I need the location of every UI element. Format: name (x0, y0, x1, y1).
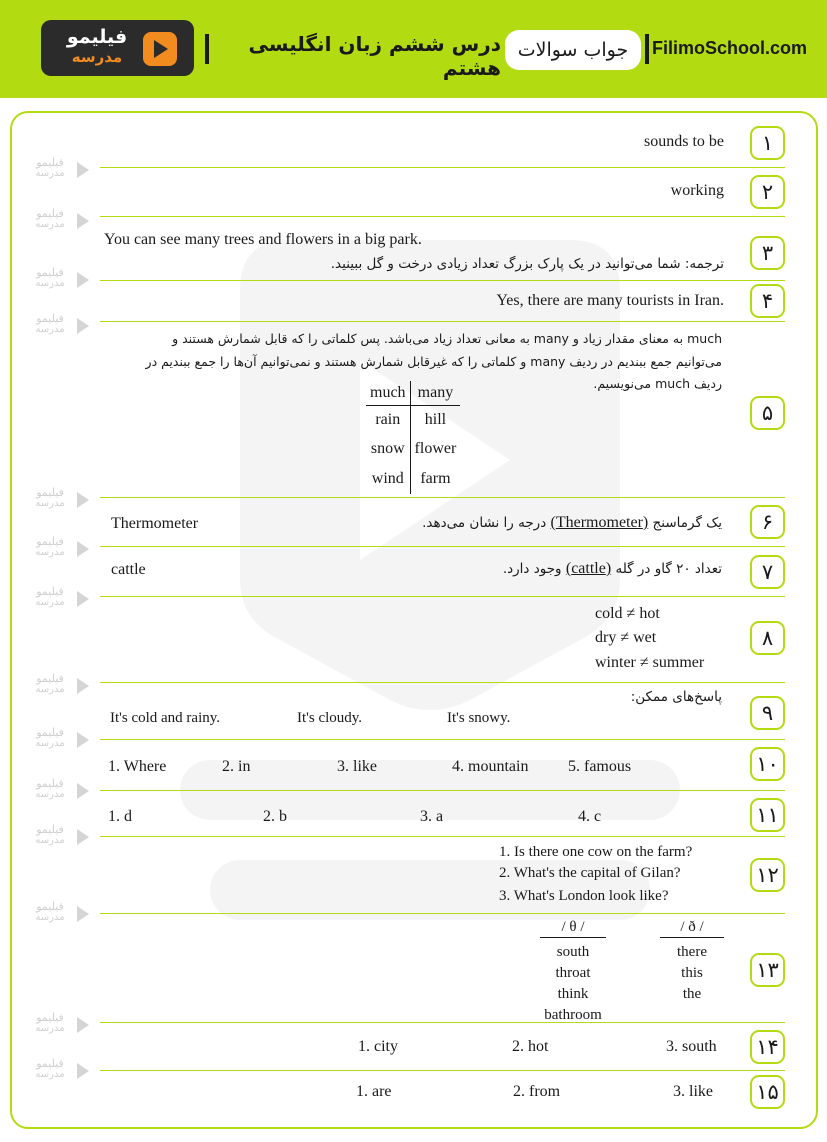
filimo-school-logo[interactable] (41, 20, 194, 76)
side-watermark: فیلیمو مدرسه (24, 488, 96, 512)
question-number-15: ۱۵ (750, 1075, 785, 1109)
answer-2: working (670, 182, 724, 199)
question-number-10: ۱۰ (750, 747, 785, 781)
side-watermark: فیلیمو مدرسه (24, 728, 96, 752)
possible-answer: It's cloudy. (297, 710, 363, 726)
side-watermark: فیلیمو مدرسه (24, 537, 96, 561)
question-number-2: ۲ (750, 175, 785, 209)
answer-1: sounds to be (644, 133, 724, 150)
blank-answer: 4. mountain (452, 758, 529, 775)
logo-line1: فیلیمو (66, 26, 128, 48)
question-number-13: ۱۳ (750, 953, 785, 987)
row-divider (100, 546, 785, 547)
matching-answer: 4. c (578, 808, 602, 825)
question-number-7: ۷ (750, 555, 785, 589)
side-watermark: فیلیمو مدرسه (24, 314, 96, 338)
answer-7: cattle (111, 561, 146, 578)
header-bar (0, 0, 827, 98)
answer-15-item: 3. like (673, 1083, 713, 1100)
answer-7-sentence: تعداد ۲۰ گاو در گله (cattle) وجود دارد. (502, 560, 722, 577)
table-cell: flower (414, 440, 457, 458)
answer-5-line3: ردیف much می‌نویسیم. (593, 376, 722, 391)
site-url[interactable]: FilimoSchool.com (652, 38, 808, 58)
matching-answer: 1. d (108, 808, 132, 825)
side-watermark: فیلیمو مدرسه (24, 209, 96, 233)
eth-column (660, 917, 724, 1005)
logo-line2: مدرسه (71, 48, 123, 66)
question-sentence: 3. What's London look like? (499, 888, 669, 904)
question-number-12: ۱۲ (750, 858, 785, 892)
row-divider (100, 216, 785, 217)
answer-4: Yes, there are many tourists in Iran. (496, 292, 724, 309)
theta-header: / θ / (540, 917, 606, 938)
theta-word: south (556, 944, 590, 960)
row-divider (100, 321, 785, 322)
theta-word: bathroom (544, 1007, 602, 1023)
side-watermark: فیلیمو مدرسه (24, 1013, 96, 1037)
question-number-3: ۳ (750, 236, 785, 270)
question-number-5: ۵ (750, 396, 785, 430)
question-number-4: ۴ (750, 284, 785, 318)
row-divider (100, 836, 785, 837)
blank-answer: 1. Where (108, 758, 167, 775)
side-watermark: فیلیمو مدرسه (24, 779, 96, 803)
blank-answer: 3. like (337, 758, 377, 775)
header-divider (205, 34, 209, 64)
question-number-11: ۱۱ (750, 798, 785, 832)
answer-5-line2: می‌توانیم جمع ببندیم در ردیف many و کلماتی را که غیرقابل شمارش هستند و نمی‌توانیم آن‌ها را جمع ببندیم در (145, 354, 722, 369)
blank-answer: 2. in (222, 758, 251, 775)
table-cell: farm (420, 469, 451, 487)
question-number-14: ۱۴ (750, 1030, 785, 1064)
answer-3-sentence: You can see many trees and flowers in a big park. (104, 231, 422, 248)
possible-answer: It's snowy. (447, 710, 511, 726)
eth-word: there (677, 944, 707, 960)
table-cell: rain (366, 405, 410, 435)
theta-column (540, 917, 606, 1026)
question-sentence: 1. Is there one cow on the farm? (499, 844, 693, 860)
table-cell: wind (366, 464, 410, 494)
table-cell: snow (366, 435, 410, 465)
side-watermark: فیلیمو مدرسه (24, 158, 96, 182)
answer-15-item: 1. are (356, 1083, 392, 1100)
row-divider (100, 596, 785, 597)
side-watermark: فیلیمو مدرسه (24, 825, 96, 849)
play-icon (143, 32, 177, 66)
possible-answers-label: پاسخ‌های ممکن: (630, 689, 722, 705)
possible-answer: It's cold and rainy. (110, 710, 221, 726)
antonym-line: dry ≠ wet (595, 629, 657, 646)
side-watermark: فیلیمو مدرسه (24, 1059, 96, 1083)
answer-6-sentence: یک گرماسنج (Thermometer) درجه را نشان می‌دهد. (422, 514, 722, 531)
table-header: many (410, 381, 460, 405)
header-divider (645, 34, 649, 64)
answer-6: Thermometer (111, 515, 199, 532)
much-many-table (366, 381, 460, 494)
answer-15-item: 2. from (513, 1083, 561, 1100)
answer-5-line1: much به معنای مقدار زیاد و many به معانی تعداد زیاد می‌باشد. پس کلماتی را که قابل شمارش هستند و (172, 331, 722, 346)
theta-word: throat (555, 965, 591, 981)
table-header: much (366, 381, 410, 405)
theta-word: think (557, 986, 589, 1002)
question-number-1: ۱ (750, 126, 785, 160)
row-divider (100, 913, 785, 914)
answer-14-item: 3. south (666, 1038, 717, 1055)
question-number-9: ۹ (750, 696, 785, 730)
side-watermark: فیلیمو مدرسه (24, 674, 96, 698)
answer-14-item: 2. hot (512, 1038, 549, 1055)
eth-word: this (681, 965, 703, 981)
answer-14-item: 1. city (358, 1038, 398, 1055)
row-divider (100, 790, 785, 791)
page-title: درس ششم زبان انگلیسی هشتم (248, 32, 501, 80)
title-pill: جواب سوالات (505, 30, 641, 70)
antonym-line: cold ≠ hot (595, 605, 660, 622)
table-cell: hill (424, 411, 447, 428)
row-divider (100, 682, 785, 683)
question-sentence: 2. What's the capital of Gilan? (499, 865, 681, 881)
side-watermark: فیلیمو مدرسه (24, 902, 96, 926)
row-divider (100, 280, 785, 281)
row-divider (100, 1070, 785, 1071)
row-divider (100, 1022, 785, 1023)
matching-answer: 2. b (263, 808, 287, 825)
question-number-6: ۶ (750, 505, 785, 539)
eth-word: the (682, 986, 702, 1002)
side-watermark: فیلیمو مدرسه (24, 268, 96, 292)
side-watermark: فیلیمو مدرسه (24, 587, 96, 611)
row-divider (100, 167, 785, 168)
antonym-line: winter ≠ summer (595, 654, 705, 671)
row-divider (100, 497, 785, 498)
eth-header: / ð / (660, 917, 724, 938)
matching-answer: 3. a (420, 808, 444, 825)
answer-3-translation: ترجمه: شما می‌توانید در یک پارک بزرگ تعداد زیادی درخت و گل ببینید. (330, 256, 724, 272)
blank-answer: 5. famous (568, 758, 632, 775)
question-number-8: ۸ (750, 621, 785, 655)
row-divider (100, 739, 785, 740)
